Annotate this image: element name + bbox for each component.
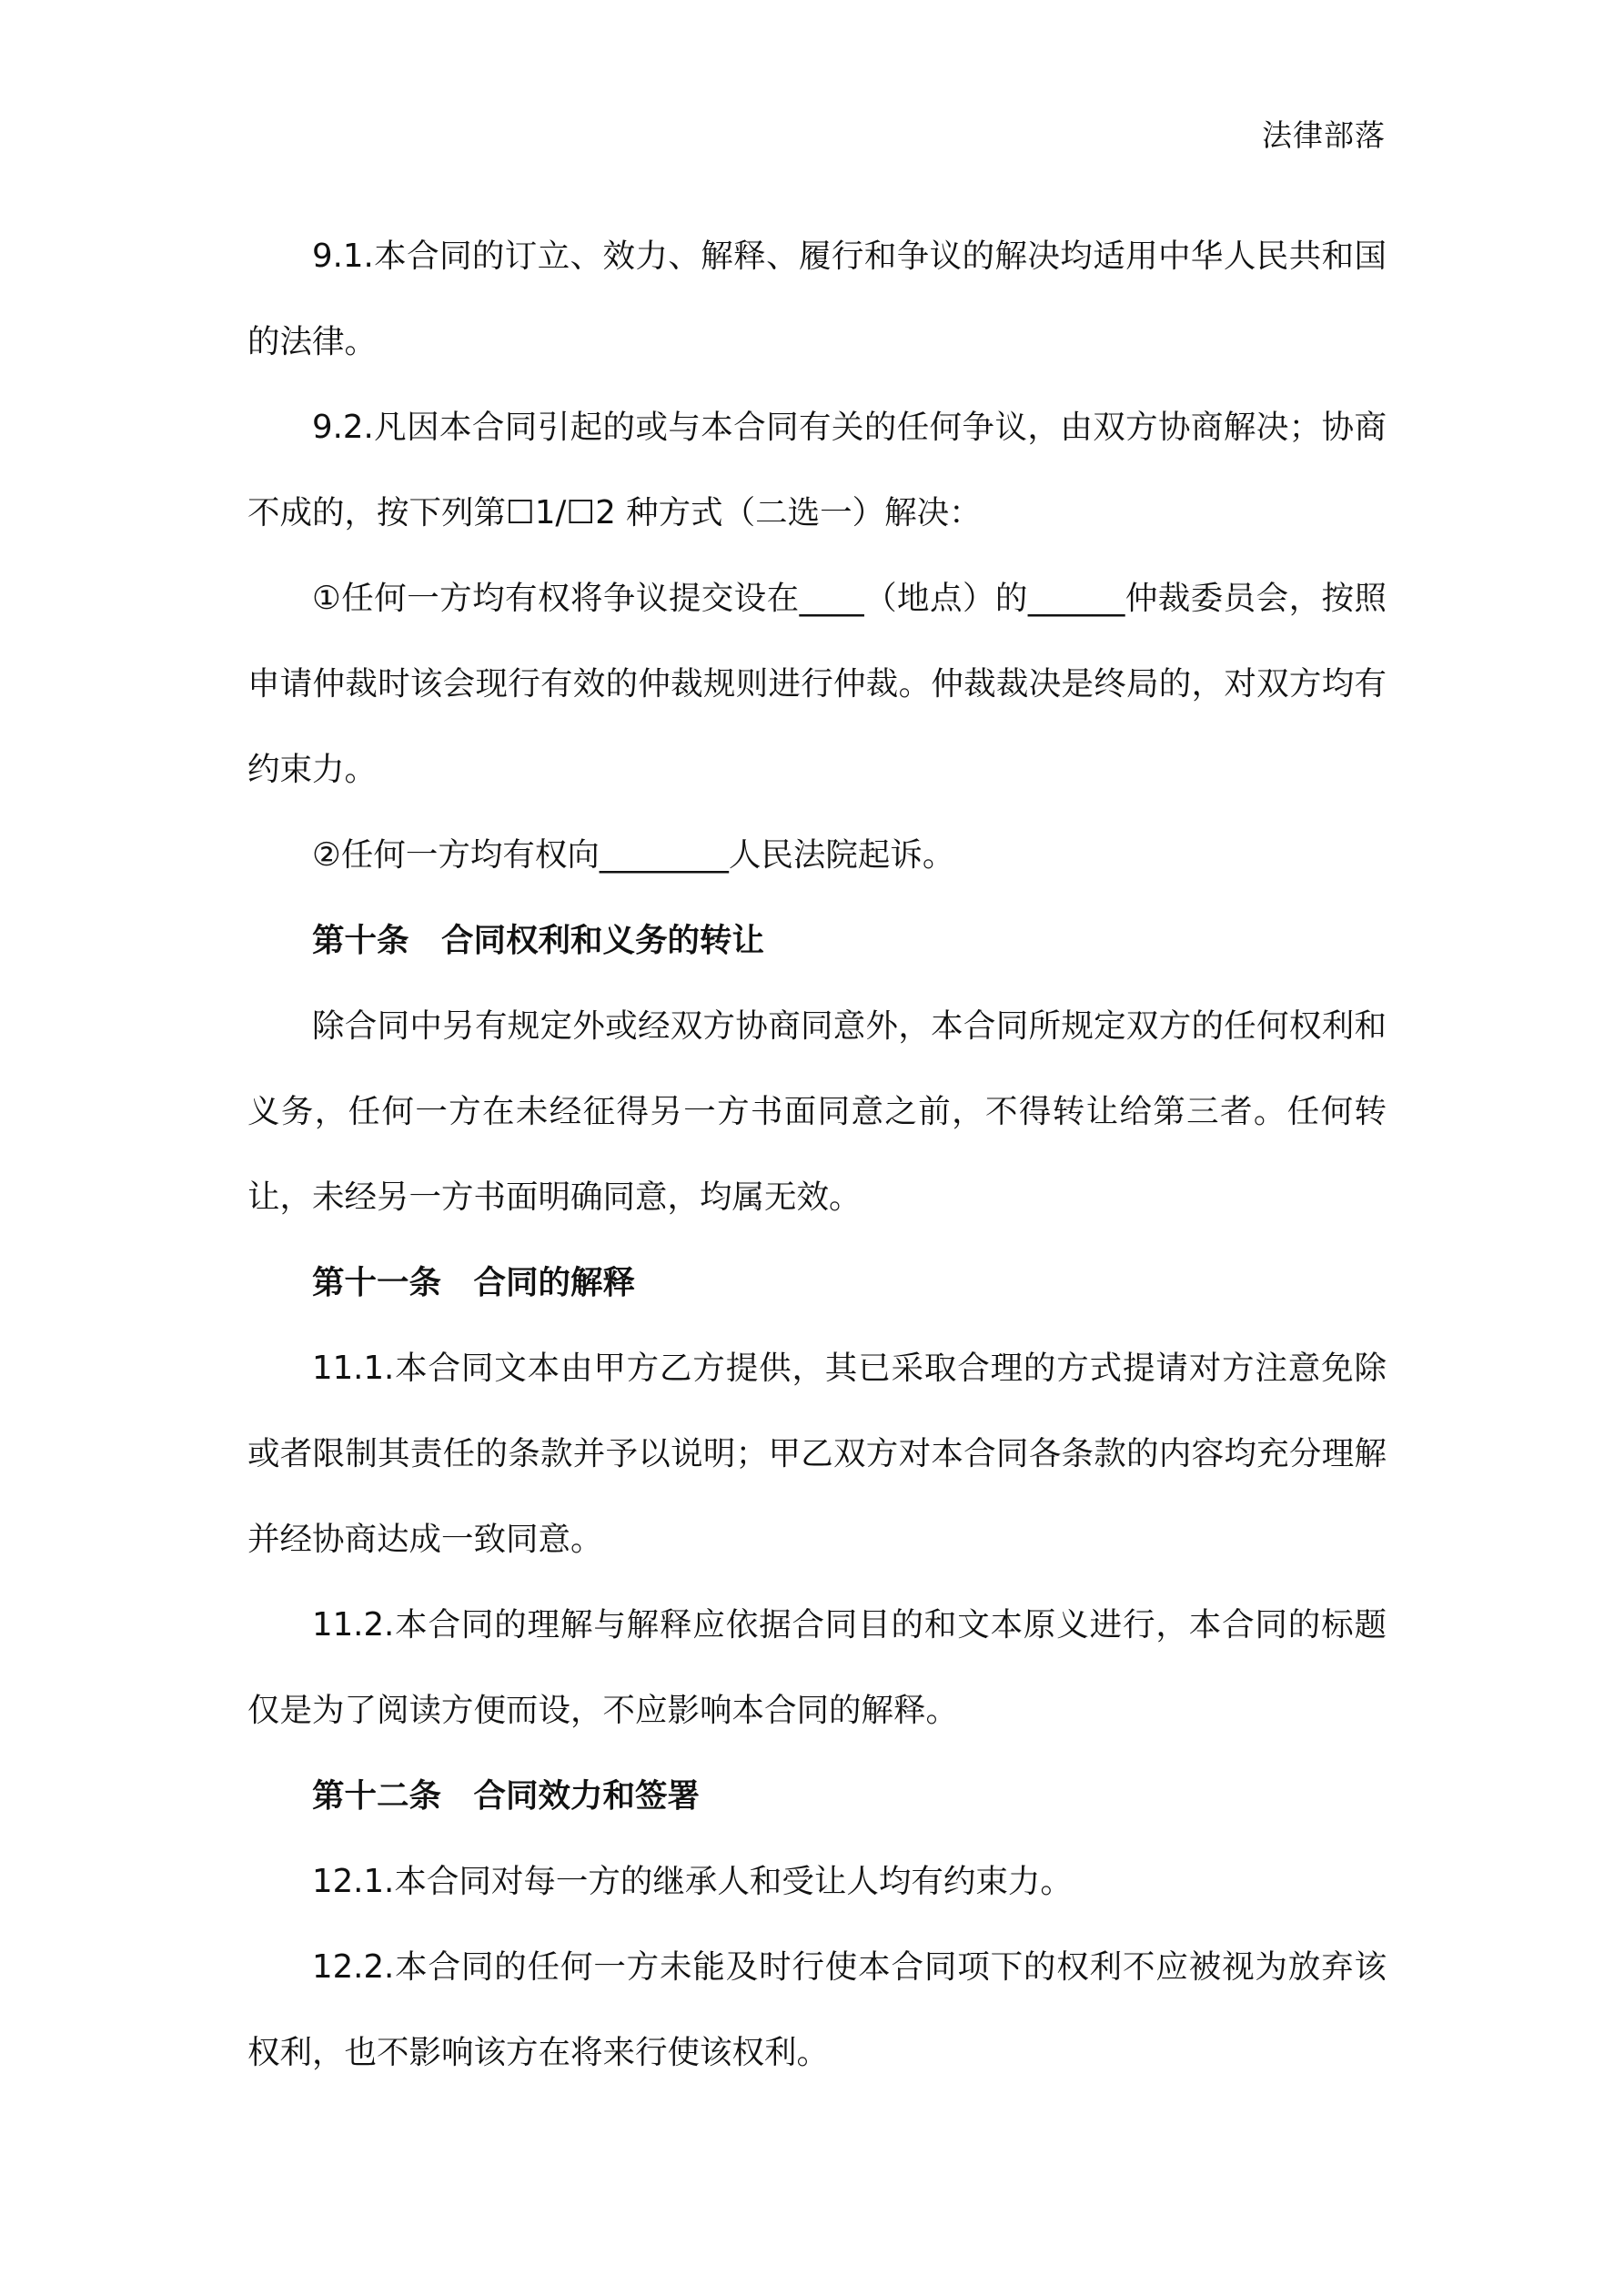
clause-9-1: 9.1.本合同的订立、效力、解释、履行和争议的解决均适用中华人民共和国的法律。 <box>247 238 1387 360</box>
article-10-body: 除合同中另有规定外或经双方协商同意外，本合同所规定双方的任何权利和义务，任何一方在未经征得另一方书面同意之前，不得转让给第三者。任何转让，未经另一方书面明确同意，均属无效。 <box>247 1007 1387 1216</box>
article-12-heading: 第十二条 合同效力和签署 <box>312 1777 701 1815</box>
article-11-heading: 第十一条 合同的解释 <box>312 1264 636 1301</box>
clause-11-2: 11.2.本合同的理解与解释应依据合同目的和文本原义进行，本合同的标题仅是为了阅读方便而设，不应影响本合同的解释。 <box>247 1606 1387 1729</box>
clause-9-2: 9.2.凡因本合同引起的或与本合同有关的任何争议，由双方协商解决；协商不成的，按下列第☐1/☐2 种方式（二选一）解决： <box>247 409 1387 531</box>
header-brand: 法律部落 <box>1262 117 1386 153</box>
option-court: ②任何一方均有权向________人民法院起诉。 <box>312 836 955 874</box>
clause-11-1: 11.1.本合同文本由甲方乙方提供，其已采取合理的方式提请对方注意免除或者限制其责任的条款并予以说明；甲乙双方对本合同各条款的内容均充分理解并经协商达成一致同意。 <box>247 1350 1387 1558</box>
option-arbitration: ①任何一方均有权将争议提交设在____（地点）的______仲裁委员会，按照申请仲裁时该会现行有效的仲裁规则进行仲裁。仲裁裁决是终局的，对双方均有约束力。 <box>247 580 1387 788</box>
clause-12-2: 12.2.本合同的任何一方未能及时行使本合同项下的权利不应被视为放弃该权利，也不影响该方在将来行使该权利。 <box>247 1948 1387 2071</box>
clause-12-1: 12.1.本合同对每一方的继承人和受让人均有约束力。 <box>312 1863 1073 1900</box>
document-body <box>247 214 1387 2096</box>
article-10-heading: 第十条 合同权利和义务的转让 <box>312 922 765 959</box>
